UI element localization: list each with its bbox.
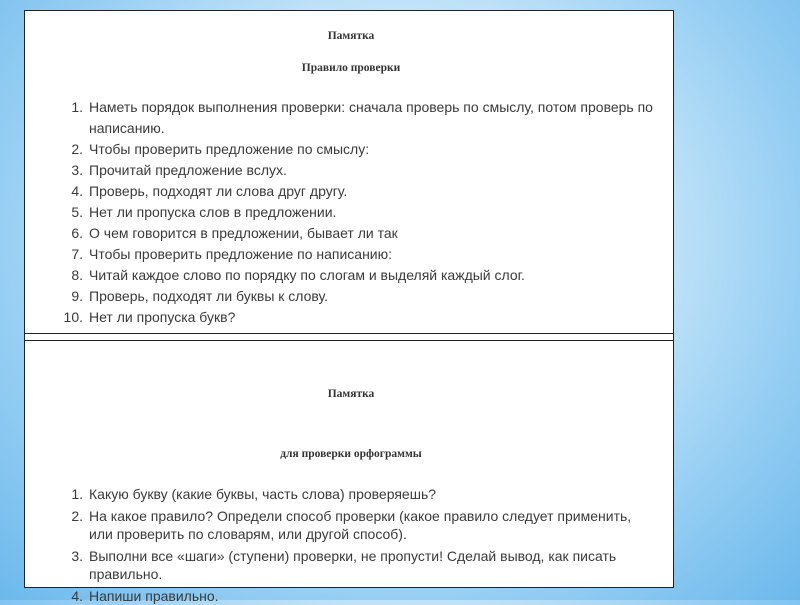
list-item: 1. Какую букву (какие буквы, часть слова) проверяешь? — [47, 485, 655, 504]
list-item: 8. Читай каждое слово по порядку по слогам и выделяй каждый слог. — [47, 265, 655, 286]
memo-spelling-check — [25, 340, 673, 587]
list-item: 4. Напиши правильно. — [47, 587, 655, 605]
memo-subtitle: для проверки орфограммы — [47, 447, 655, 461]
list-item: 3. Прочитай предложение вслух. — [47, 160, 655, 181]
slide — [24, 10, 674, 588]
list-item: 2. Чтобы проверить предложение по смыслу: — [47, 139, 655, 160]
memo-list — [47, 97, 655, 328]
list-item: 6. О чем говорится в предложении, бывает ли так — [47, 223, 655, 244]
list-item: 10. Нет ли пропуска букв? — [47, 307, 655, 328]
memo-title: Памятка — [47, 387, 655, 401]
list-item: 4. Проверь, подходят ли слова друг другу. — [47, 181, 655, 202]
memo-subtitle: Правило проверки — [47, 61, 655, 75]
memo-check-rule — [25, 11, 673, 334]
list-item: 1. Наметь порядок выполнения проверки: сначала проверь по смыслу, потом проверь по написанию. — [47, 97, 655, 139]
memo-title: Памятка — [47, 29, 655, 43]
memo-list — [47, 485, 655, 605]
list-item: 2. На какое правило? Определи способ проверки (какое правило следует применить, или проверить по словарям, или другой способ). — [47, 507, 655, 544]
list-item: 9. Проверь, подходят ли буквы к слову. — [47, 286, 655, 307]
list-item: 5. Нет ли пропуска слов в предложении. — [47, 202, 655, 223]
list-item: 3. Выполни все «шаги» (ступени) проверки, не пропусти! Сделай вывод, как писать правильно. — [47, 547, 655, 584]
list-item: 7. Чтобы проверить предложение по написанию: — [47, 244, 655, 265]
